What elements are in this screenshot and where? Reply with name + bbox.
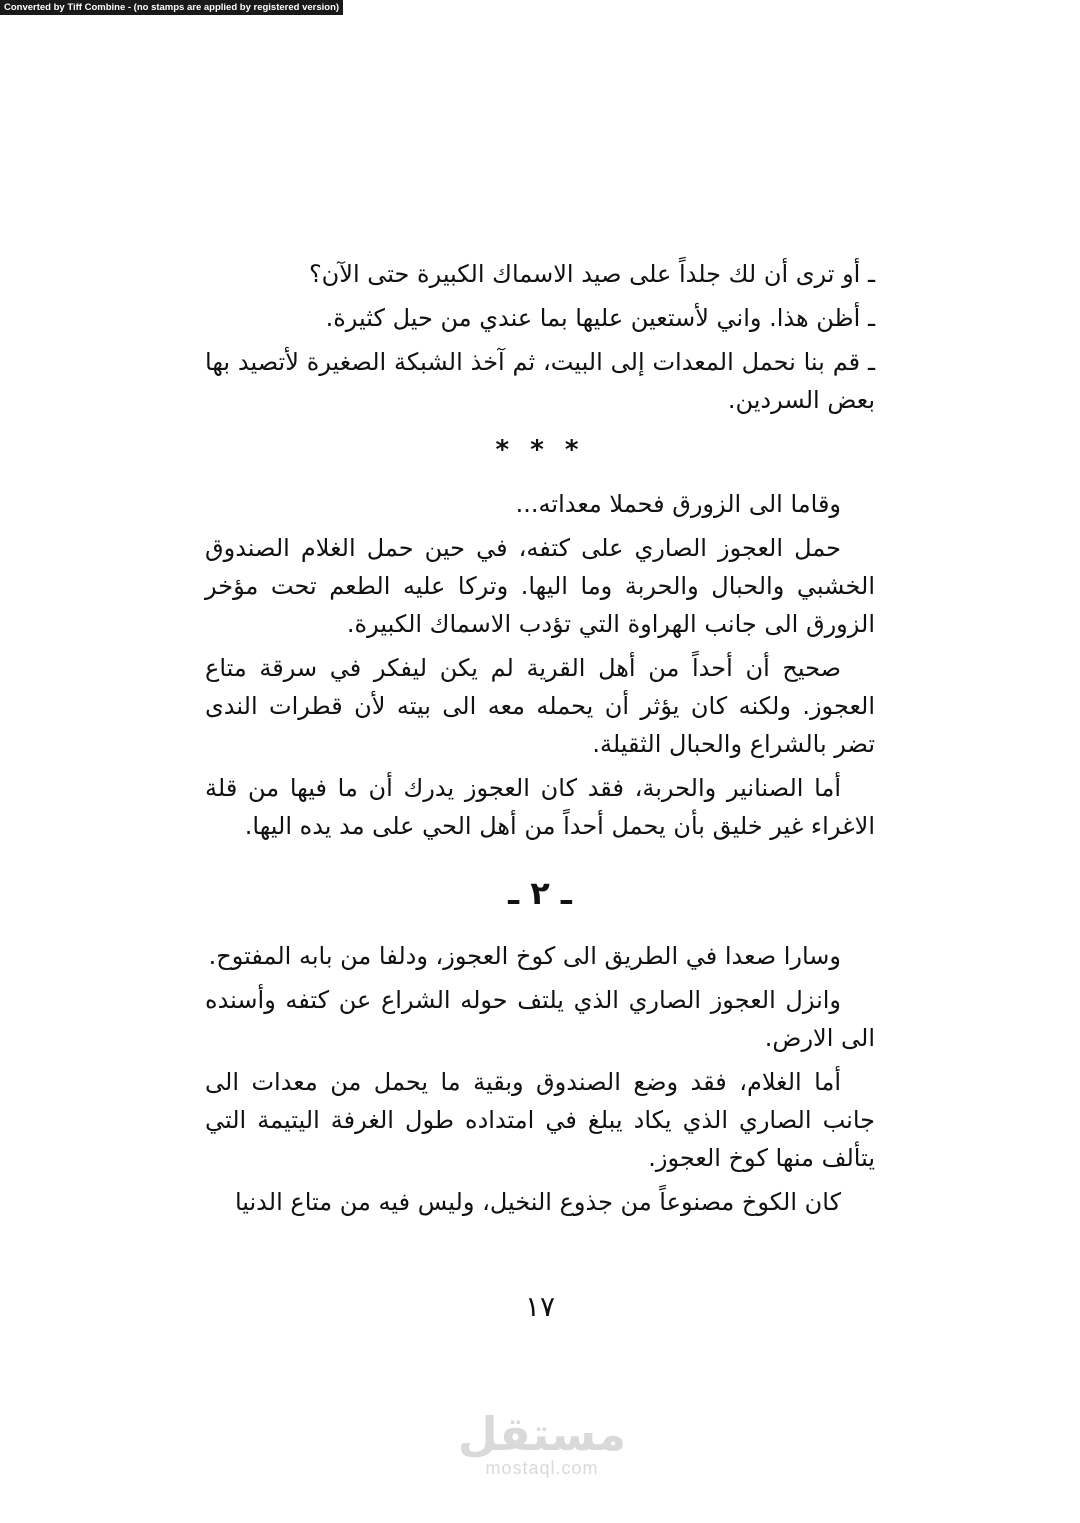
converter-stamp: Converted by Tiff Combine - (no stamps are applied by registered version) bbox=[0, 0, 343, 15]
watermark-arabic: مستقل bbox=[457, 1407, 627, 1461]
paragraph: كان الكوخ مصنوعاً من جذوع النخيل، وليس فيه من متاع الدنيا bbox=[234, 1188, 841, 1216]
dialogue-line: ـ قم بنا نحمل المعدات إلى البيت، ثم آخذ الشبكة الصغيرة لأتصيد بها بعض السردين. bbox=[205, 348, 875, 414]
watermark-latin: mostaql.com bbox=[485, 1458, 599, 1478]
page-text bbox=[205, 255, 875, 1227]
paragraph: وسارا صعدا في الطريق الى كوخ العجوز، ودلفا من بابه المفتوح. bbox=[208, 942, 841, 970]
dialogue-line: ـ أو ترى أن لك جلداً على صيد الاسماك الكبيرة حتى الآن؟ bbox=[308, 260, 875, 288]
page-number: ١٧ bbox=[524, 1290, 556, 1323]
scene-separator: * * * bbox=[495, 435, 585, 465]
section-heading: ـ ٢ ـ bbox=[508, 874, 572, 912]
paragraph: صحيح أن أحداً من أهل القرية لم يكن ليفكر في سرقة متاع العجوز. ولكنه كان يؤثر أن يحمله معه الى بيته لأن قطرات الندى تضر بالشراع والحبال الثقيلة. bbox=[205, 654, 875, 758]
paragraph: أما الصنانير والحربة، فقد كان العجوز يدرك أن ما فيها من قلة الاغراء غير خليق بأن يحمل أحداً من أهل الحي على مد يده اليها. bbox=[205, 774, 875, 840]
paragraph: حمل العجوز الصاري على كتفه، في حين حمل الغلام الصندوق الخشبي والحبال والحربة وما اليها. وتركا عليه الطعم تحت مؤخر الزورق الى جانب الهراوة التي تؤدب الاسماك الكبيرة. bbox=[205, 534, 875, 638]
dialogue-line: ـ أظن هذا. واني لأستعين عليها بما عندي من حيل كثيرة. bbox=[325, 304, 875, 332]
paragraph: وانزل العجوز الصاري الذي يلتف حوله الشراع عن كتفه وأسنده الى الارض. bbox=[205, 986, 875, 1052]
mostaql-watermark bbox=[452, 1407, 632, 1478]
paragraph: أما الغلام، فقد وضع الصندوق وبقية ما يحمل من معدات الى جانب الصاري الذي يكاد يبلغ في امتداده طول الغرفة اليتيمة التي يتألف منها كوخ العجوز. bbox=[205, 1068, 875, 1172]
paragraph: وقاما الى الزورق فحملا معداته... bbox=[515, 490, 841, 518]
